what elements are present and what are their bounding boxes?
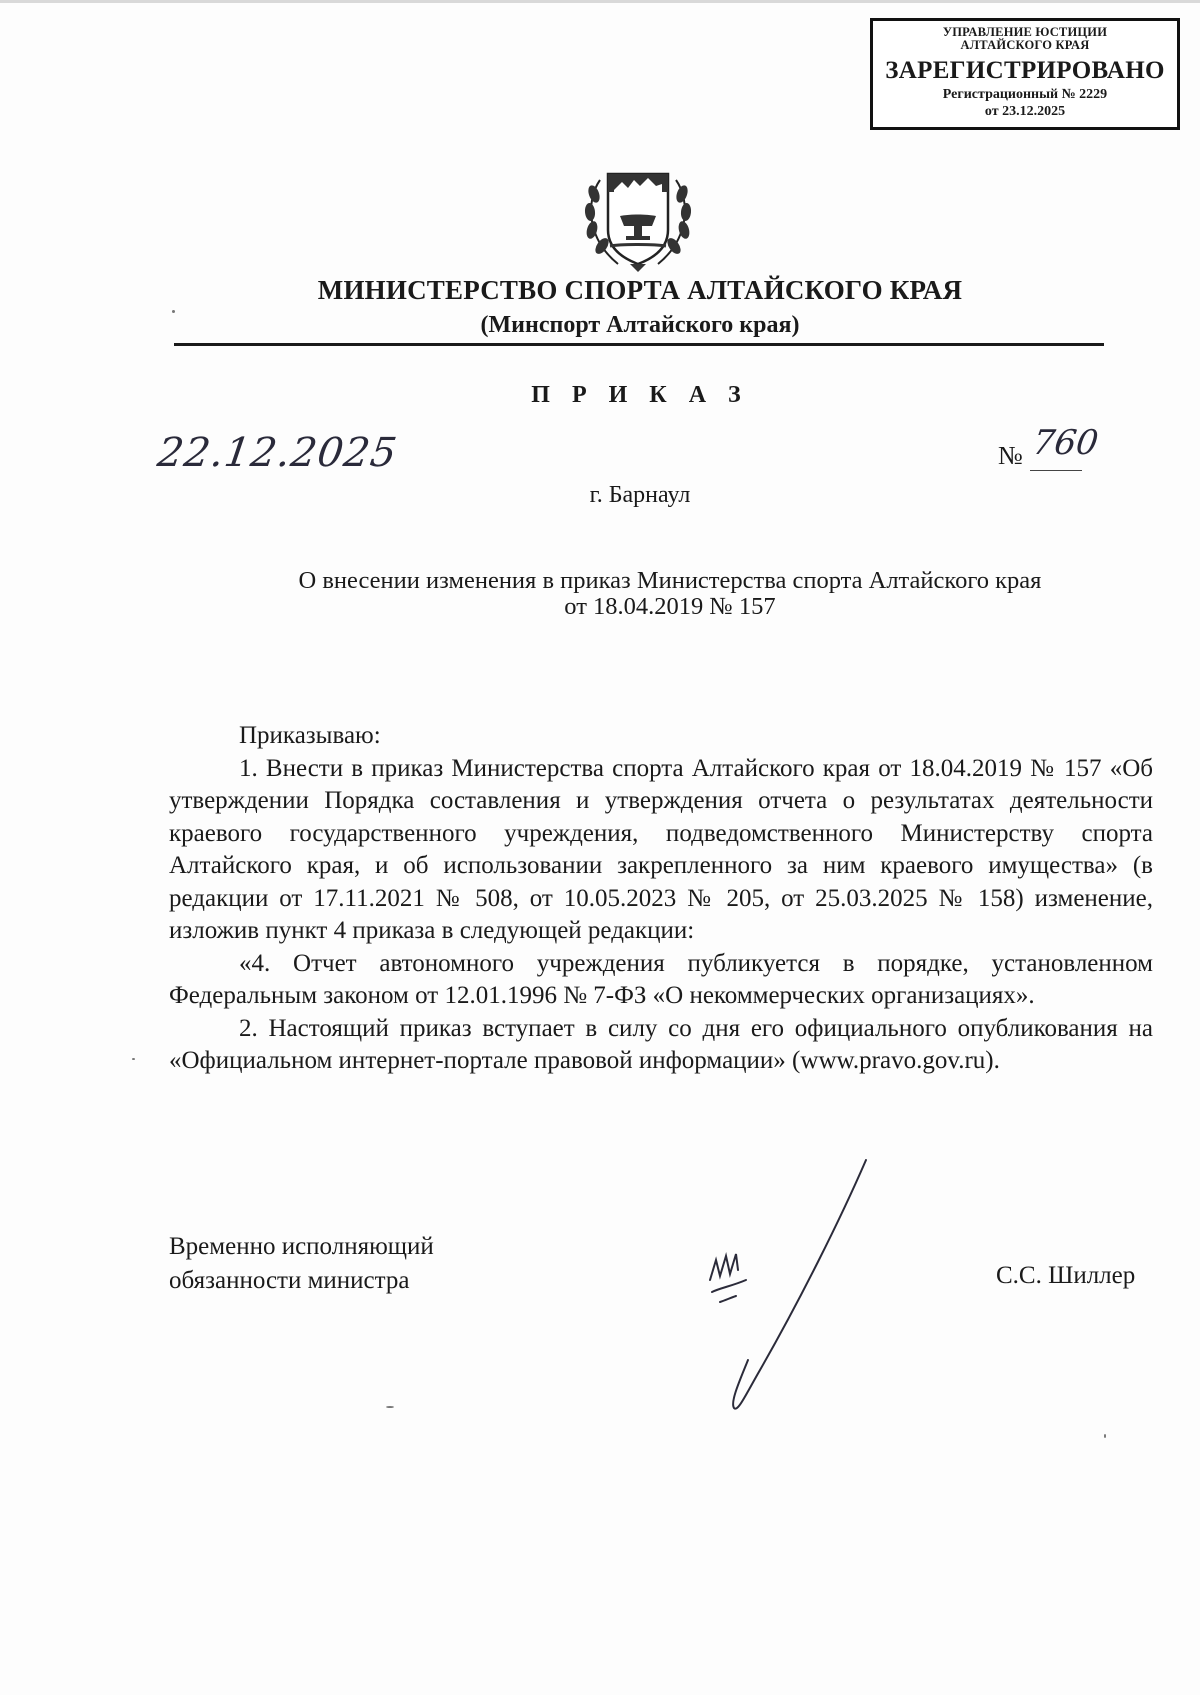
body-intro: Приказываю: xyxy=(239,722,381,749)
handwritten-order-number: 760 xyxy=(1030,423,1101,463)
subject-line-2: от 18.04.2019 № 157 xyxy=(564,593,776,620)
signer-name: С.С. Шиллер xyxy=(996,1262,1136,1289)
signer-position-line-2: обязанности министра xyxy=(169,1267,410,1294)
scan-speck xyxy=(172,310,175,313)
order-subject xyxy=(170,568,1170,620)
header-rule xyxy=(174,343,1104,346)
stamp-status: ЗАРЕГИСТРИРОВАНО xyxy=(885,57,1165,84)
scan-speck xyxy=(132,1058,135,1060)
scan-edge xyxy=(0,0,1200,3)
signature-icon xyxy=(690,1150,890,1420)
stamp-registration-number: Регистрационный № 2229 xyxy=(942,87,1108,102)
stamp-registration-date: от 23.12.2025 xyxy=(984,104,1066,119)
body-paragraph-1: 1. Внести в приказ Министерства спорта Алтайского края от 18.04.2019 № 157 «Об утверждении Порядка составления и утверждения отчета о результатах деятельности краевого государственного учреждения, подведомственного Министерству спорта Алтайского края, и об использовании закрепленного за ним краевого имущества» (в редакции от 17.11.2021 № 508, от 10.05.2023 № 205, от 25.03.2025 № 158) изменение, изложив пункт 4 приказа в следующей редакции: xyxy=(169,754,1153,944)
order-title: П Р И К А З xyxy=(531,382,749,408)
city: г. Барнаул xyxy=(589,482,691,508)
signer-position xyxy=(169,1230,434,1298)
registration-stamp xyxy=(870,18,1180,130)
scan-speck xyxy=(1104,1434,1106,1438)
handwritten-date: 22.12.2025 xyxy=(154,430,401,476)
signer-position-line-1: Временно исполняющий xyxy=(169,1233,434,1260)
ministry-short-name: (Минспорт Алтайского края) xyxy=(480,312,800,338)
subject-line-1: О внесении изменения в приказ Министерства спорта Алтайского края xyxy=(298,567,1042,594)
order-body xyxy=(169,720,1153,1078)
number-underline xyxy=(1030,470,1082,471)
order-number-label: № xyxy=(998,441,1023,470)
ministry-name: МИНИСТЕРСТВО СПОРТА АЛТАЙСКОГО КРАЯ xyxy=(317,275,963,305)
scan-speck xyxy=(386,1406,394,1408)
altai-krai-coat-of-arms-icon xyxy=(578,160,698,276)
stamp-organization: УПРАВЛЕНИЕ ЮСТИЦИИ АЛТАЙСКОГО КРАЯ xyxy=(942,25,1108,52)
body-paragraph-3: 2. Настоящий приказ вступает в силу со дня его официального опубликования на «Официальном интернет-портале правовой информации» (www.pravo.gov.ru). xyxy=(169,1014,1153,1074)
body-paragraph-2: «4. Отчет автономного учреждения публикуется в порядке, установленном Федеральным законом от 12.01.1996 № 7-ФЗ «О некоммерческих организациях». xyxy=(169,949,1153,1009)
